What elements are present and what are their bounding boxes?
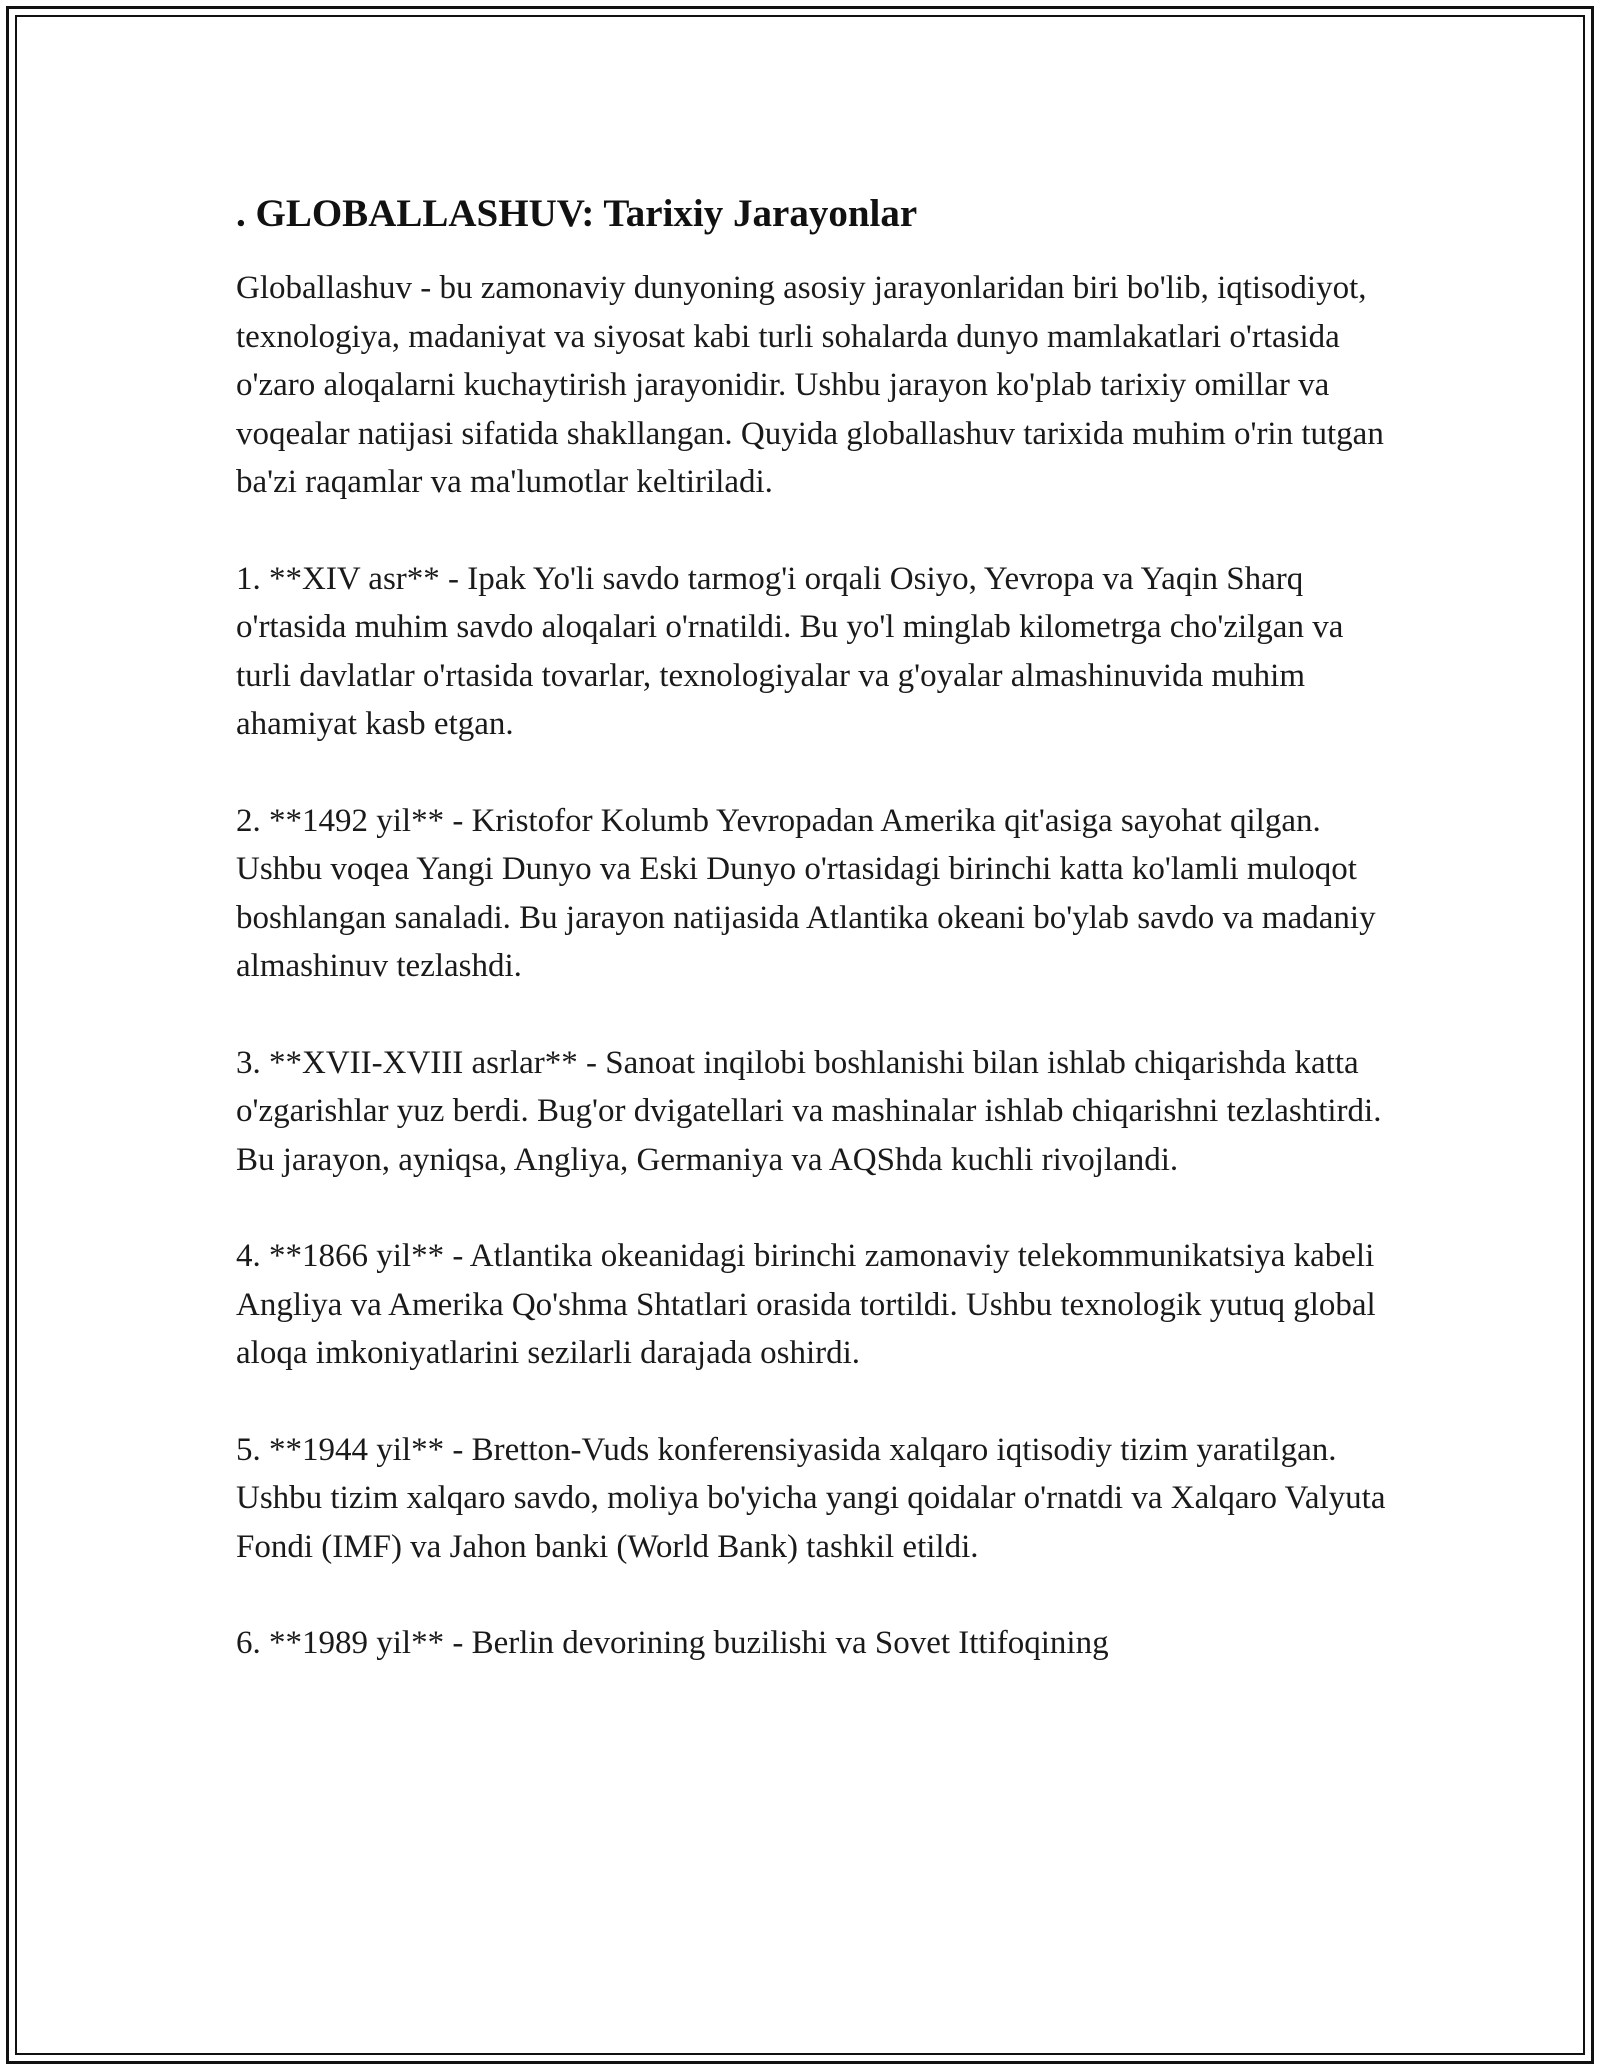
list-item-1: 1. **XIV asr** - Ipak Yo'li savdo tarmog'i orqali Osiyo, Yevropa va Yaqin Sharq o'rtasida muhim savdo aloqalari o'rnatildi. Bu yo'l minglab kilometrga cho'zilgan va turli davlatlar o'rtasida tovarlar, texnologiyalar va g'oyalar almashinuvida muhim ahamiyat kasb etgan.: [236, 560, 1344, 742]
list-item-4: 4. **1866 yil** - Atlantika okeanidagi birinchi zamonaviy telekommunikatsiya kabeli Angliya va Amerika Qo'shma Shtatlari orasida tortildi. Ushbu texnologik yutuq global aloqa imkoniyatlarini sezilarli darajada oshirdi.: [236, 1238, 1376, 1371]
intro-paragraph: Globallashuv - bu zamonaviy dunyoning asosiy jarayonlaridan biri bo'lib, iqtisodiyot, texnologiya, madaniyat va siyosat kabi turli sohalarda dunyo mamlakatlari o'rtasida o'zaro aloqalarni kuchaytirish jarayonidir. Ushbu jarayon ko'plab tarixiy omillar va voqealar natijasi sifatida shakllangan. Quyida globallashuv tarixida muhim o'rin tutgan ba'zi raqamlar va ma'lumotlar keltiriladi.: [236, 270, 1384, 500]
document-body: [236, 188, 1396, 1716]
list-item-5: 5. **1944 yil** - Bretton-Vuds konferensiyasida xalqaro iqtisodiy tizim yaratilgan. Ushbu tizim xalqaro savdo, moliya bo'yicha yangi qoidalar o'rnatdi va Xalqaro Valyuta Fondi (IMF) va Jahon banki (World Bank) tashkil etildi.: [236, 1431, 1386, 1565]
list-item-6: 6. **1989 yil** - Berlin devorining buzilishi va Sovet Ittifoqining: [236, 1625, 1109, 1661]
list-item-3: 3. **XVII-XVIII asrlar** - Sanoat inqilobi boshlanishi bilan ishlab chiqarishda katta o'zgarishlar yuz berdi. Bug'or dvigatellari va mashinalar ishlab chiqarishni tezlashtirdi. Bu jarayon, ayniqsa, Angliya, Germaniya va AQShda kuchli rivojlandi.: [236, 1044, 1382, 1178]
list-item-2: 2. **1492 yil** - Kristofor Kolumb Yevropadan Amerika qit'asiga sayohat qilgan. Ushbu voqea Yangi Dunyo va Eski Dunyo o'rtasidagi birinchi katta ko'lamli muloqot boshlangan sanaladi. Bu jarayon natijasida Atlantika okeani bo'ylab savdo va madaniy almashinuv tezlashdi.: [236, 802, 1376, 984]
document-title: . GLOBALLASHUV: Tarixiy Jarayonlar: [236, 192, 918, 235]
